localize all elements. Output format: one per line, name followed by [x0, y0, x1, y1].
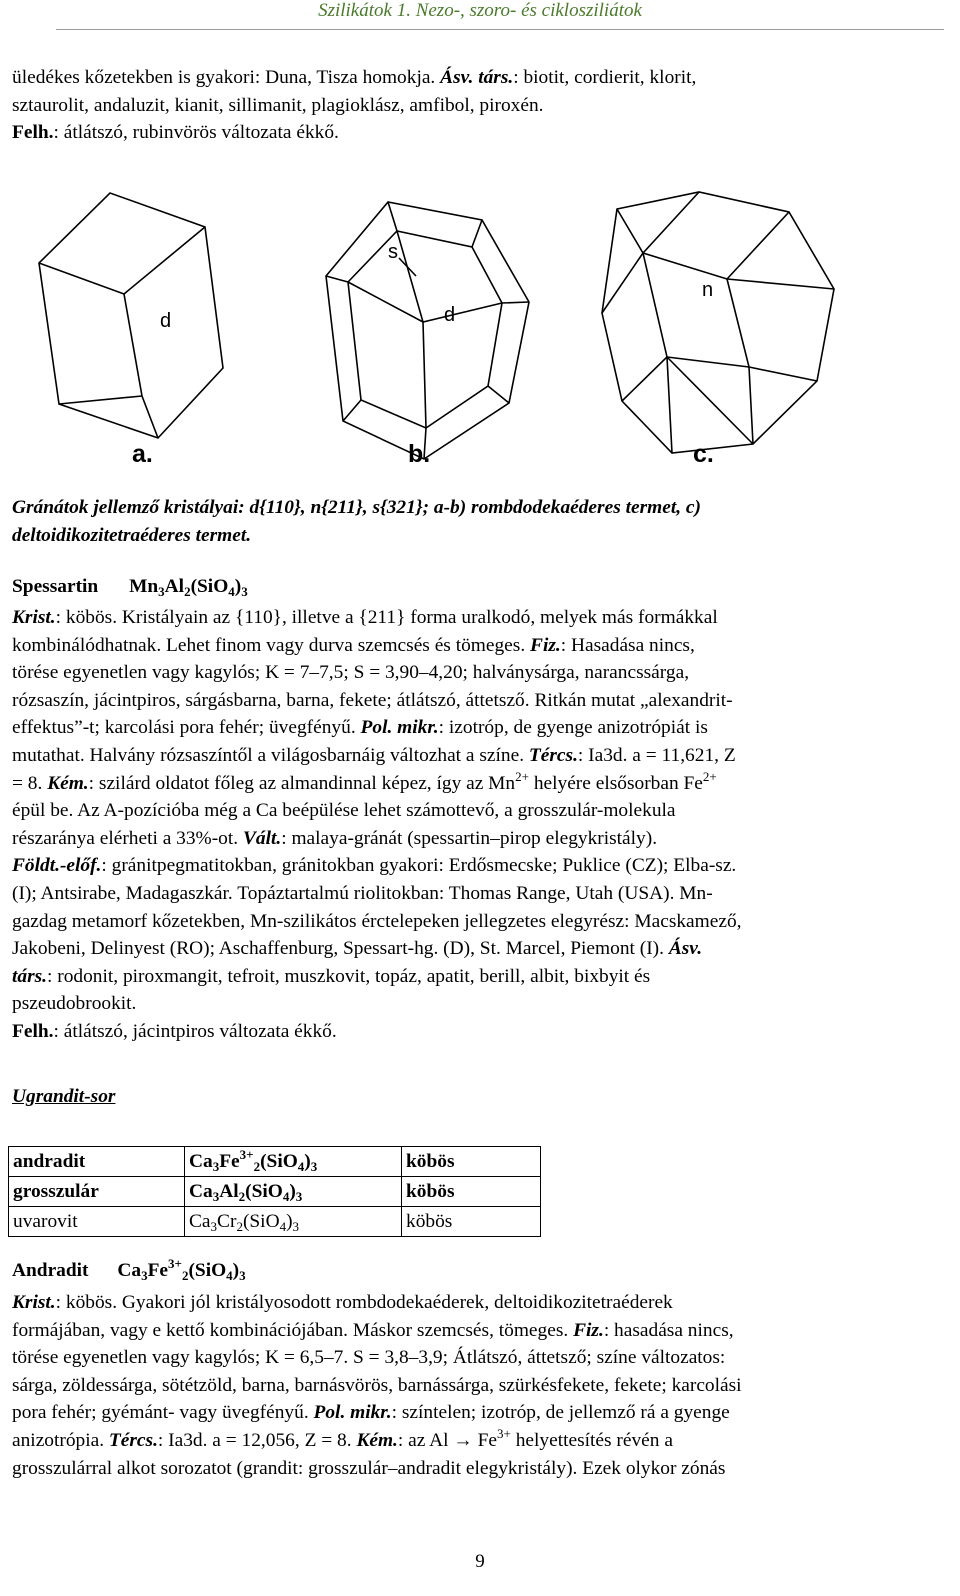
crystal-c: [602, 192, 834, 453]
crystal-c-face-label: n: [702, 279, 714, 301]
andradit-formula: $Ca_3Fe^{3+}_2(SiO_4)_3$: [117, 1256, 246, 1283]
table-cell-system: köbös: [402, 1147, 541, 1177]
pol-mikr-label: Pol. mikr.: [360, 717, 439, 739]
table-row: [9, 1147, 541, 1177]
table-cell-name: grosszulár: [9, 1177, 185, 1207]
felh-label: Felh.: [12, 1020, 54, 1042]
valt-label: Vált.: [242, 827, 282, 849]
crystal-b-face-label-s: s: [388, 241, 398, 263]
andradit-title: [12, 1256, 246, 1283]
crystal-a-face-label: d: [160, 310, 172, 332]
crystal-b: [326, 202, 529, 459]
table-cell-name: andradit: [9, 1147, 185, 1177]
table-cell-name: uvarovit: [9, 1207, 185, 1237]
figure-label-c: c.: [693, 440, 714, 468]
ugrandit-title: Ugrandit-sor: [12, 1086, 116, 1107]
figure-caption: [12, 494, 942, 550]
table-cell-formula: $Ca_3Cr_2(SiO_4)_3$: [185, 1207, 402, 1237]
caption-line: Gránátok jellemző kristályai: d{110}, n{211}, s{321}; a-b) rombdodekaéderes termet, c): [12, 497, 701, 518]
table-row: [9, 1207, 541, 1237]
caption-line: deltoidikozitetraéderes termet.: [12, 525, 252, 546]
intro-text: : biotit, cordierit, klorit,: [513, 67, 697, 88]
kem-label: Kém.: [356, 1429, 398, 1451]
table-cell-formula: $Ca_3Al_2(SiO_4)_3$: [185, 1177, 402, 1207]
asv-tars-label: Ásv. társ.: [440, 67, 514, 88]
table-row: [9, 1177, 541, 1207]
spessartin-title: [12, 576, 248, 598]
intro-paragraph: [12, 64, 942, 147]
mineral-name: Spessartin: [12, 576, 99, 597]
page-number: 9: [475, 1551, 485, 1572]
arrow-icon: →: [453, 1429, 473, 1451]
andradit-description: Krist.: köbös. Gyakori jól kristályosodott rombdodekaéderek, deltoidikozitetraéderek formájában, vagy e kettő kombinációjában. Máskor szemcsés, tömeges. Fiz.: hasadása nincs, törése egyenetlen vagy kagylós; K = 6,5–7. S = 3,8–3,9; Átlátszó, áttetsző; színe változatos: sárga, zöldessárga, sötétzöld, barna, barnásvörös, barnássárga, szürkésfekete, fekete; karcolási pora fehér; gyémánt- vagy üvegfényű. Pol. mikr.: színtelen; izotróp, de jellemző rá a gyenge anizotrópia. Tércs.: Ia3d. a = 12,056, Z = 8. Kém.: az $Al \to Fe^{3+}$ helyettesítés révén a grosszulárral alkot sorozatot (grandit: grosszulár–andradit elegykristály). Ezek olykor zónás: [12, 1292, 742, 1479]
figure-label-b: b.: [408, 440, 431, 468]
krist-label: Krist.: [12, 607, 56, 628]
fiz-label: Fiz.: [573, 1319, 604, 1341]
fiz-label: Fiz.: [530, 634, 561, 656]
table-cell-system: köbös: [402, 1177, 541, 1207]
table-cell-formula: $Ca_3Fe^{3+}_2(SiO_4)_3$: [185, 1147, 402, 1177]
intro-text: üledékes kőzetekben is gyakori: Duna, Tisza homokja.: [12, 67, 441, 88]
tercs-label: Tércs.: [528, 744, 578, 766]
tars-label: társ.: [12, 965, 48, 987]
spessartin-formula: $Mn_3Al_2(SiO_4)_3$: [129, 576, 248, 599]
intro-text: sztaurolit, andaluzit, kianit, sillimanit, plagioklász, amfibol, piroxén.: [12, 94, 544, 116]
header-divider: [56, 29, 944, 30]
ugrandit-table: [8, 1146, 541, 1237]
garnet-crystal-figure: [12, 176, 942, 476]
kem-label: Kém.: [47, 772, 89, 794]
crystal-b-face-label-d: d: [444, 304, 456, 326]
pol-mikr-label: Pol. mikr.: [313, 1402, 392, 1424]
felh-label: Felh.: [12, 122, 54, 144]
crystal-a: [39, 193, 223, 438]
intro-text: : átlátszó, rubinvörös változata ékkő.: [53, 122, 339, 144]
running-header: Szilikátok 1. Nezo-, szoro- és ciklosziliátok: [318, 0, 642, 21]
table-cell-system: köbös: [402, 1207, 541, 1237]
figure-label-a: a.: [132, 440, 153, 468]
mineral-name: Andradit: [12, 1260, 89, 1281]
krist-label: Krist.: [12, 1292, 56, 1313]
foldt-elof-label: Földt.-előf.: [12, 855, 102, 877]
tercs-label: Tércs.: [108, 1429, 158, 1451]
spessartin-description: Krist.: köbös. Kristályain az {110}, illetve a {211} forma uralkodó, melyek más formákkal kombinálódhatnak. Lehet finom vagy durva szemcsés és tömeges. Fiz.: Hasadása nincs, törése egyenetlen vagy kagylós; K = 7–7,5; S = 3,90–4,20; halványsárga, narancssárga, rózsaszín, jácintpiros, sárgásbarna, barna, fekete; átlátszó, áttetsző. Ritkán mutat „alexandrit- effektus”-t; karcolási pora fehér; üvegfényű. Pol. mikr.: izotróp, de gyenge anizotrópiát is mutathat. Halvány rózsaszíntől a világosbarnáig változhat a színe. Tércs.: Ia3d. a = 11,621, Z = 8. Kém.: szilárd oldatot főleg az almandinnal képez, így az $Mn^{2+}$ helyére elsősorban $Fe^{2+}$ épül be. Az A-pozícióba még a Ca beépülése lehet számottevő, a grosszulár-molekula részaránya elérheti a 33%-ot. Vált.: malaya-gránát (spessartin–pirop elegykristály). Földt.-előf.: gránitpegmatitokban, gránitokban gyakori: Erdősmecske; Puklice (CZ); Elba-sz. (I); Antsirabe, Madagaszkár. Topáztartalmú riolitokban: Thomas Range, Utah (USA). Mn- gazdag metamorf kőzetekben, Mn-szilikátos érctelepeken jellegzetes elegyrész: Macskamező, Jakobeni, Delinyest (RO); Aschaffenburg, Spessart-hg. (D), St. Marcel, Piemont (I). Ásv. társ.: rodonit, piroxmangit, tefroit, muszkovit, topáz, apatit, berill, albit, bixbyit és pszeudobrookit. Felh.: átlátszó, jácintpiros változata ékkő.: [12, 607, 742, 1042]
asv-label: Ásv.: [668, 938, 703, 960]
